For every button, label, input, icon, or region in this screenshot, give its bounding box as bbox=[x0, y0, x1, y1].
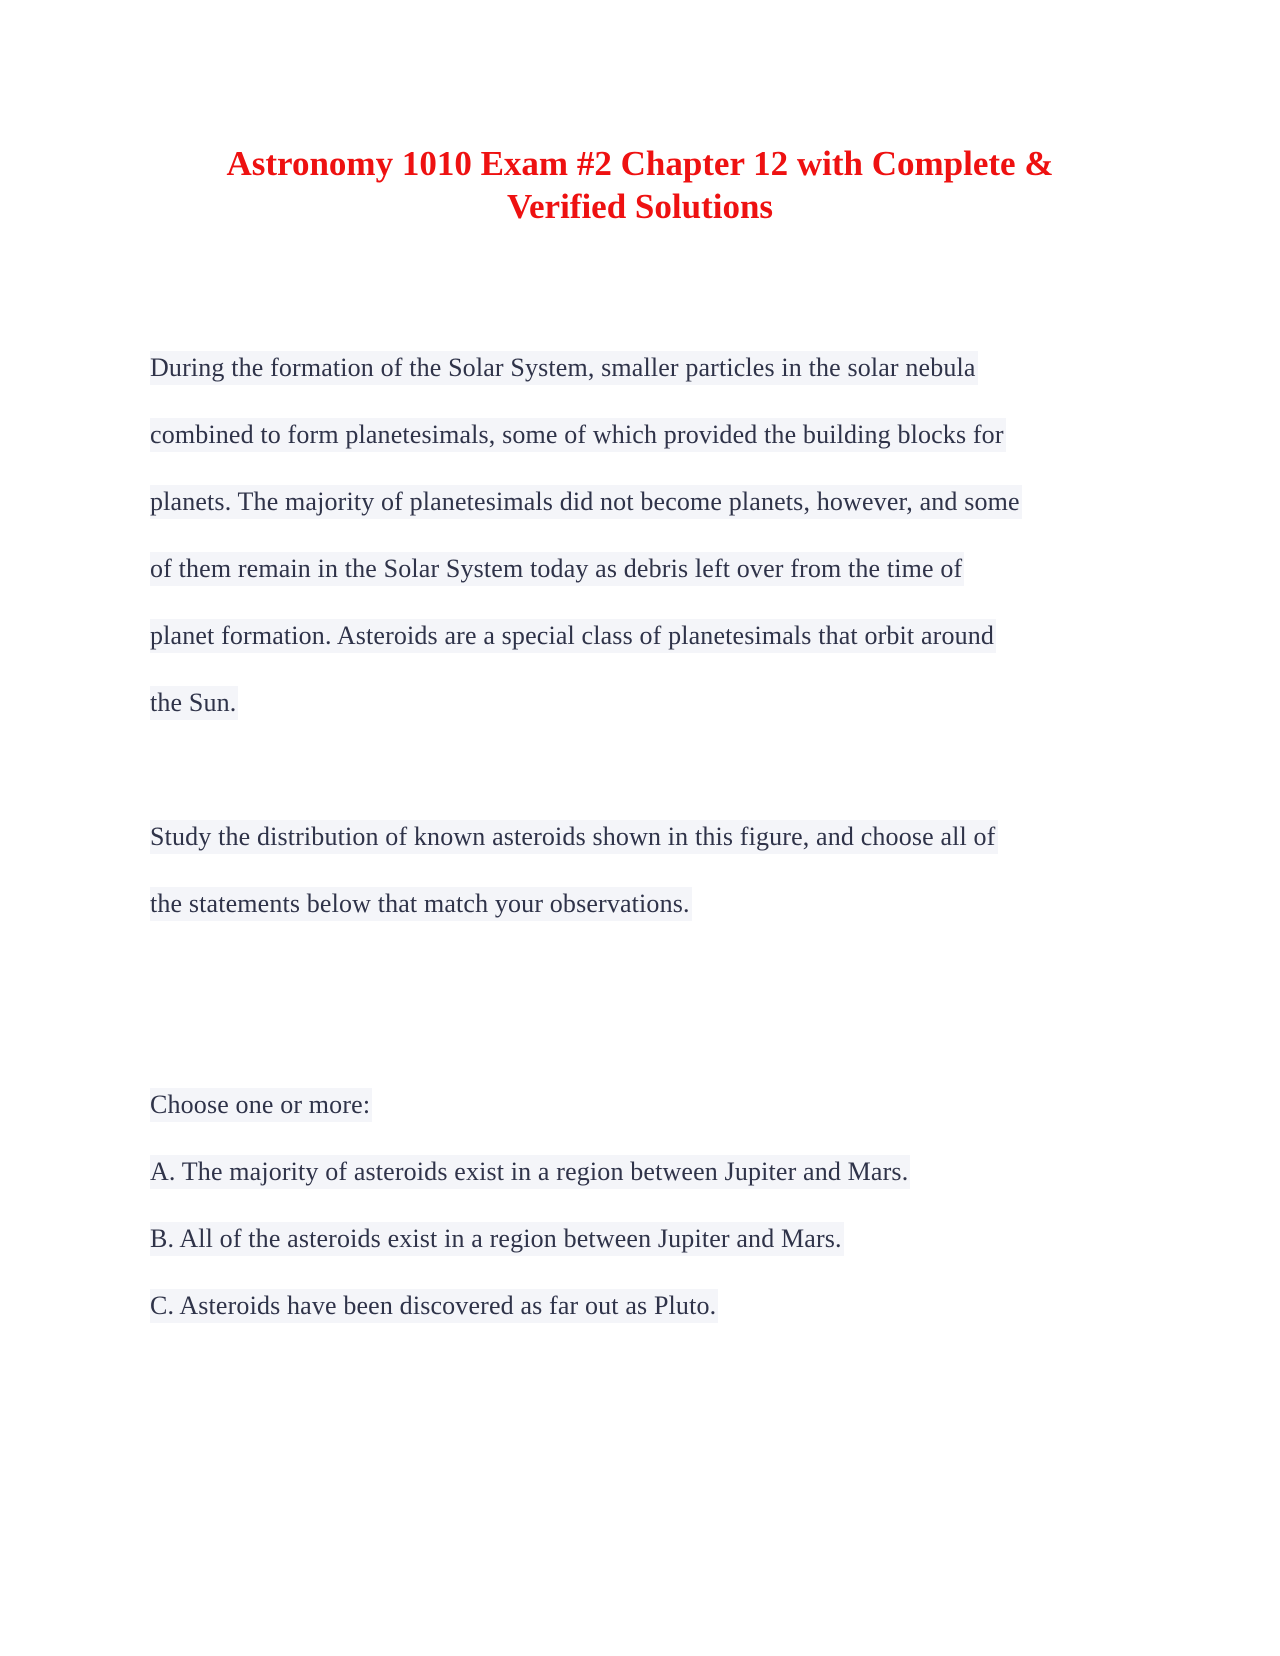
title-line-2: Verified Solutions bbox=[506, 187, 774, 226]
option-a[interactable]: A. The majority of asteroids exist in a region between Jupiter and Mars. bbox=[150, 1155, 910, 1189]
intro-line-4: of them remain in the Solar System today as debris left over from the time of bbox=[150, 552, 964, 586]
instruction-line-2: the statements below that match your observations. bbox=[150, 887, 692, 921]
document-title bbox=[140, 142, 1140, 228]
option-b[interactable]: B. All of the asteroids exist in a region between Jupiter and Mars. bbox=[150, 1222, 844, 1256]
intro-line-2: combined to form planetesimals, some of which provided the building blocks for bbox=[150, 418, 1006, 452]
choose-prompt: Choose one or more: bbox=[150, 1088, 372, 1122]
instruction-line-1: Study the distribution of known asteroids shown in this figure, and choose all of bbox=[150, 820, 998, 854]
intro-line-3: planets. The majority of planetesimals did not become planets, however, and some bbox=[150, 485, 1022, 519]
intro-line-1: During the formation of the Solar System, smaller particles in the solar nebula bbox=[150, 351, 978, 385]
title-line-1: Astronomy 1010 Exam #2 Chapter 12 with Complete & bbox=[226, 144, 1054, 183]
intro-line-6: the Sun. bbox=[150, 686, 238, 720]
intro-line-5: planet formation. Asteroids are a special class of planetesimals that orbit around bbox=[150, 619, 996, 653]
option-c[interactable]: C. Asteroids have been discovered as far out as Pluto. bbox=[150, 1289, 718, 1323]
